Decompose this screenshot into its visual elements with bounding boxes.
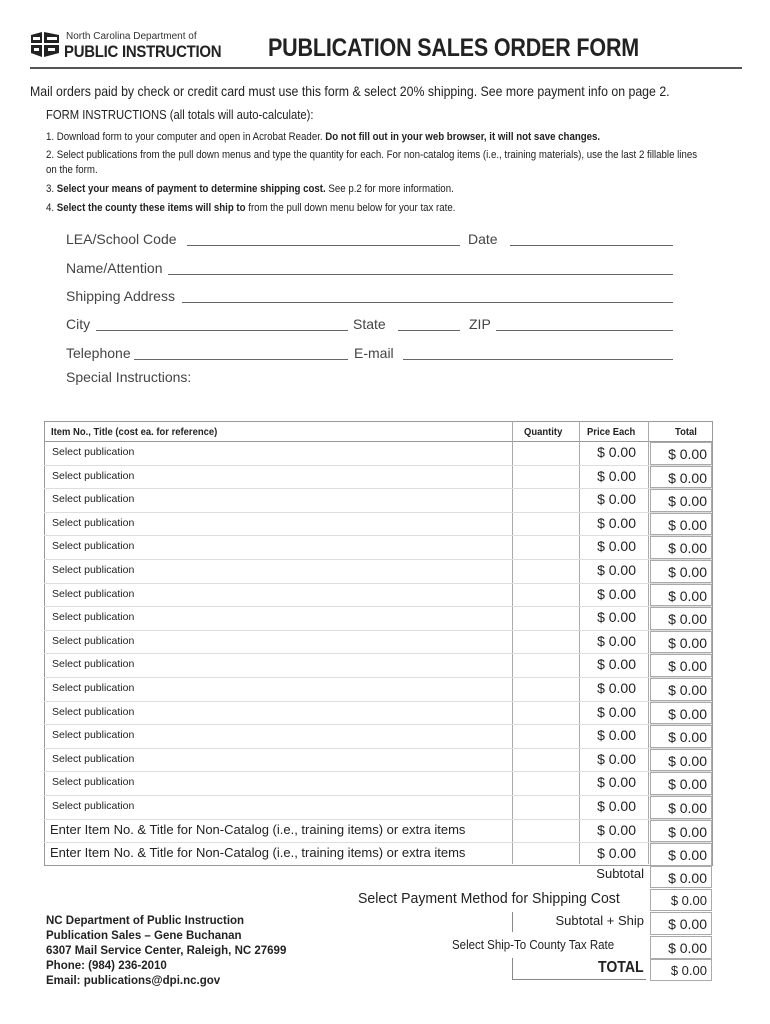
row-total-value: $ 0.00: [650, 489, 712, 512]
publication-select[interactable]: Select publication: [52, 587, 135, 600]
row-divider: [44, 748, 712, 749]
price-each-value: $ 0.00: [597, 798, 636, 814]
zip-field[interactable]: [496, 330, 673, 331]
price-each-value: $ 0.00: [597, 609, 636, 626]
row-total-value: $ 0.00: [650, 654, 712, 677]
publication-select[interactable]: Select publication: [52, 776, 135, 789]
row-total-value: $ 0.00: [650, 749, 712, 772]
contact-line-2: Publication Sales – Gene Buchanan: [46, 930, 242, 942]
city-field[interactable]: [96, 330, 348, 331]
instruction-1: 1. Download form to your computer and open in Acrobat Reader. Do not fill out in your web browser, it will not save changes.: [46, 131, 601, 143]
zip-label: ZIP: [469, 316, 491, 332]
price-each-value: $ 0.00: [597, 727, 636, 744]
row-total-value: $ 0.00: [650, 607, 712, 630]
noncatalog-item-field[interactable]: Enter Item No. & Title for Non-Catalog (i.e., training items) or extra items: [50, 821, 466, 837]
price-each-value: $ 0.00: [597, 632, 636, 649]
dept-name: North Carolina Department of: [66, 31, 197, 42]
subtotal-ship-label: Subtotal + Ship: [555, 913, 644, 928]
row-divider: [44, 559, 712, 560]
price-each-value: $ 0.00: [597, 774, 636, 791]
shipping-value: $ 0.00: [650, 889, 712, 911]
quantity-input[interactable]: [513, 702, 578, 724]
price-each-value: $ 0.00: [597, 656, 636, 673]
subtotal-ship-value: $ 0.00: [650, 912, 712, 935]
row-divider: [44, 583, 712, 584]
publication-select[interactable]: Select publication: [52, 634, 135, 647]
tax-value: $ 0.00: [650, 936, 712, 959]
row-divider: [44, 465, 712, 466]
county-tax-select[interactable]: Select Ship-To County Tax Rate: [452, 938, 615, 952]
price-each-value: $ 0.00: [597, 514, 636, 531]
row-divider: [44, 512, 712, 513]
price-each-value: $ 0.00: [597, 703, 636, 720]
name-label: Name/Attention: [66, 260, 163, 276]
row-total-value: $ 0.00: [650, 631, 712, 654]
row-divider: [44, 795, 712, 796]
quantity-input[interactable]: [513, 796, 578, 818]
quantity-input[interactable]: [513, 607, 578, 629]
special-instructions-label: Special Instructions:: [66, 369, 192, 385]
subtotal-label: Subtotal: [596, 866, 644, 881]
price-each-value: $ 0.00: [597, 444, 636, 460]
publication-select[interactable]: Select publication: [52, 800, 135, 812]
total-value: $ 0.00: [650, 959, 712, 981]
quantity-input[interactable]: [513, 749, 578, 771]
contact-line-3: 6307 Mail Service Center, Raleigh, NC 27699: [46, 945, 287, 957]
row-total-value: $ 0.00: [650, 466, 712, 489]
row-divider: [44, 842, 712, 843]
address-field[interactable]: [182, 302, 673, 303]
row-total-value: $ 0.00: [650, 536, 712, 559]
quantity-input[interactable]: [513, 489, 578, 511]
row-divider: [44, 819, 712, 820]
quantity-input[interactable]: [513, 654, 578, 676]
quantity-input[interactable]: [513, 820, 578, 842]
row-divider: [44, 488, 712, 489]
row-divider: [44, 630, 712, 631]
quantity-input[interactable]: [513, 560, 578, 582]
row-divider: [44, 653, 712, 654]
price-each-value: $ 0.00: [597, 821, 636, 838]
col-header-item: Item No., Title (cost ea. for reference): [51, 426, 218, 438]
total-underline: [512, 979, 646, 980]
header-divider: [44, 441, 712, 442]
date-label: Date: [468, 231, 498, 247]
price-each-value: $ 0.00: [597, 845, 636, 862]
publication-select[interactable]: Select publication: [52, 658, 135, 671]
row-divider: [44, 771, 712, 772]
state-field[interactable]: [398, 330, 460, 331]
row-total-value: $ 0.00: [650, 442, 712, 465]
quantity-input[interactable]: [513, 772, 578, 794]
row-total-value: $ 0.00: [650, 772, 712, 795]
subship-divider: [512, 912, 513, 932]
publication-select[interactable]: Select publication: [52, 611, 135, 624]
publication-select[interactable]: Select publication: [52, 493, 135, 506]
price-each-value: $ 0.00: [597, 680, 636, 696]
date-field[interactable]: [510, 245, 673, 246]
row-divider: [44, 606, 712, 607]
col-header-price: Price Each: [587, 426, 636, 438]
quantity-input[interactable]: [513, 442, 578, 464]
row-total-value: $ 0.00: [650, 843, 712, 866]
lea-field[interactable]: [187, 245, 460, 246]
state-label: State: [353, 316, 386, 332]
email-label: E-mail: [354, 345, 394, 361]
quantity-input[interactable]: [513, 513, 578, 535]
row-divider: [44, 535, 712, 536]
row-divider: [44, 701, 712, 702]
total-divider-left: [512, 958, 513, 980]
name-field[interactable]: [168, 274, 673, 275]
price-each-value: $ 0.00: [597, 750, 636, 767]
page-title: PUBLICATION SALES ORDER FORM: [268, 34, 640, 62]
quantity-input[interactable]: [513, 843, 578, 865]
publication-select[interactable]: Select publication: [52, 564, 135, 576]
row-total-value: $ 0.00: [650, 513, 712, 536]
total-label: TOTAL: [598, 959, 644, 976]
phone-field[interactable]: [134, 359, 348, 360]
row-total-value: $ 0.00: [650, 702, 712, 725]
row-total-value: $ 0.00: [650, 820, 712, 843]
contact-line-4: Phone: (984) 236-2010: [46, 960, 167, 972]
price-each-value: $ 0.00: [597, 467, 636, 484]
col-header-total: Total: [675, 426, 697, 438]
publication-select[interactable]: Select publication: [52, 516, 135, 529]
intro-text: Mail orders paid by check or credit card must use this form & select 20% shipping. See more payment info on page 2.: [30, 83, 670, 99]
subtotal-value: $ 0.00: [650, 866, 712, 888]
contact-line-1: NC Department of Public Instruction: [46, 915, 245, 927]
row-divider: [44, 724, 712, 725]
quantity-input[interactable]: [513, 631, 578, 653]
address-label: Shipping Address: [66, 288, 175, 304]
publication-select[interactable]: Select publication: [52, 752, 135, 765]
instruction-4: 4. Select the county these items will ship to from the pull down menu below for your tax rate.: [46, 202, 456, 214]
contact-line-5: Email: publications@dpi.nc.gov: [46, 975, 221, 987]
row-total-value: $ 0.00: [650, 725, 712, 748]
row-total-value: $ 0.00: [650, 560, 712, 583]
publication-select[interactable]: Select publication: [52, 705, 135, 718]
agency-name: PUBLIC INSTRUCTION: [64, 42, 222, 61]
lea-label: LEA/School Code: [66, 231, 177, 247]
quantity-input[interactable]: [513, 725, 578, 747]
row-divider: [44, 677, 712, 678]
price-each-value: $ 0.00: [597, 585, 636, 602]
city-label: City: [66, 316, 91, 332]
dpi-logo-icon: [30, 31, 60, 58]
price-each-value: $ 0.00: [597, 538, 636, 555]
publication-select[interactable]: Select publication: [52, 469, 135, 482]
price-each-value: $ 0.00: [597, 491, 636, 508]
payment-method-select[interactable]: Select Payment Method for Shipping Cost: [358, 890, 620, 907]
col-header-quantity: Quantity: [524, 426, 563, 438]
quantity-input[interactable]: [513, 584, 578, 606]
instruction-3: 3. Select your means of payment to determine shipping cost. See p.2 for more information.: [46, 183, 454, 195]
instruction-2: 2. Select publications from the pull down menus and type the quantity for each. For non-catalog items (i.e., training materials), use the last 2 fillable lines on the form.: [46, 149, 698, 176]
phone-label: Telephone: [66, 345, 131, 361]
quantity-input[interactable]: [513, 678, 578, 700]
row-total-value: $ 0.00: [650, 678, 712, 701]
publication-select[interactable]: Select publication: [52, 682, 135, 694]
quantity-input[interactable]: [513, 536, 578, 558]
row-total-value: $ 0.00: [650, 796, 712, 819]
quantity-input[interactable]: [513, 466, 578, 488]
noncatalog-item-field[interactable]: Enter Item No. & Title for Non-Catalog (i.e., training items) or extra items: [50, 845, 466, 861]
instructions-title: FORM INSTRUCTIONS (all totals will auto-calculate):: [46, 108, 314, 122]
contact-address: [46, 914, 286, 989]
row-total-value: $ 0.00: [650, 584, 712, 607]
publication-select[interactable]: Select publication: [52, 540, 135, 553]
header-rule: [30, 67, 742, 69]
price-each-value: $ 0.00: [597, 562, 636, 578]
email-field[interactable]: [403, 359, 673, 360]
publication-select[interactable]: Select publication: [52, 446, 135, 458]
publication-select[interactable]: Select publication: [52, 729, 135, 742]
